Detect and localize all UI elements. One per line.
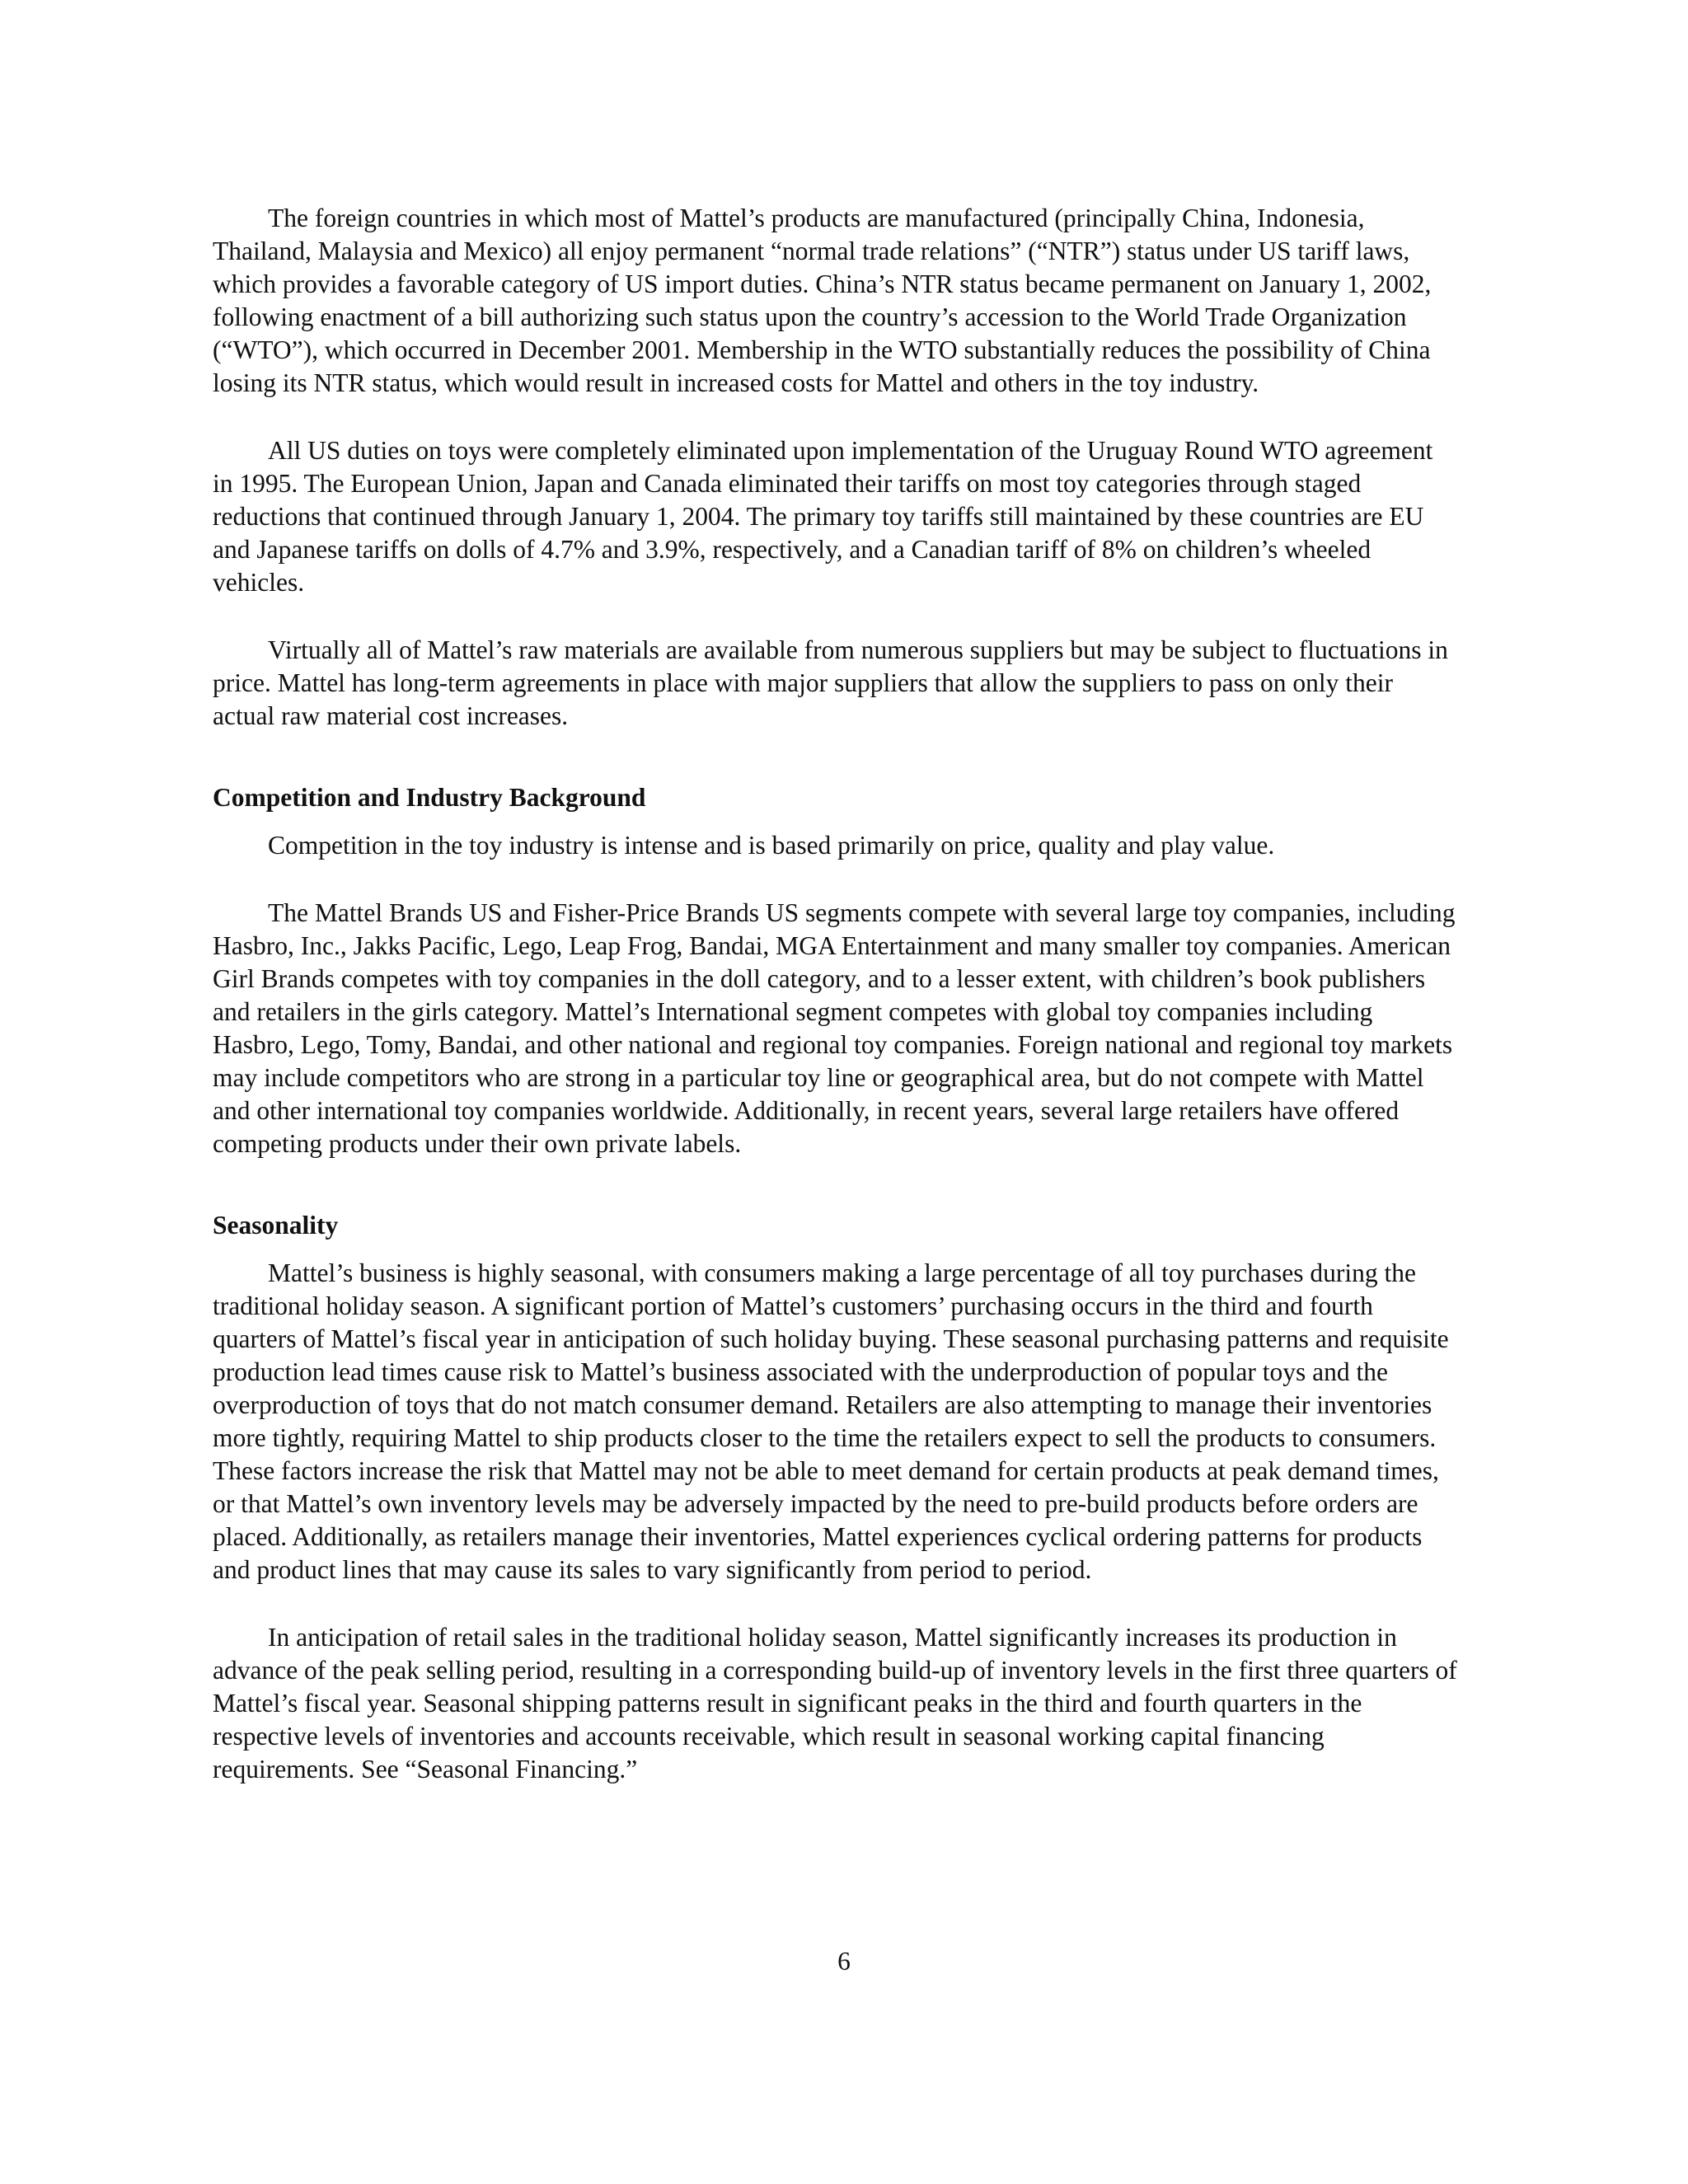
paragraph-seasonal-business: Mattel’s business is highly seasonal, with consumers making a large percentage of all toy purchases during the traditional holiday season. A significant portion of Mattel’s customers’ purchasing occurs in the third and fourth quarters of Mattel’s fiscal year in anticipation of such holiday buying. These seasonal purchasing patterns and requisite production lead times cause risk to Mattel’s business associated with the underproduction of popular toys and the overproduction of toys that do not match consumer demand. Retailers are also attempting to manage their inventories more tightly, requiring Mattel to ship products closer to the time the retailers expect to sell the products to consumers. These factors increase the risk that Mattel may not be able to meet demand for certain products at peak demand times, or that Mattel’s own inventory levels may be adversely impacted by the need to pre-build products before orders are placed. Additionally, as retailers manage their inventories, Mattel experiences cyclical ordering patterns for products and product lines that may cause its sales to vary significantly from period to period.: [213, 1258, 1449, 1584]
paragraph-competitors: The Mattel Brands US and Fisher-Price Brands US segments compete with several large toy companies, including Hasbro, Inc., Jakks Pacific, Lego, Leap Frog, Bandai, MGA Entertainment and many smaller toy companies. American Girl Brands competes with toy companies in the doll category, and to a lesser extent, with children’s book publishers and retailers in the girls category. Mattel’s International segment competes with global toy companies including Hasbro, Lego, Tomy, Bandai, and other national and regional toy companies. Foreign national and regional toy markets may include competitors who are strong in a particular toy line or geographical area, but do not compete with Mattel and other international toy companies worldwide. Additionally, in recent years, several large retailers have offered competing products under their own private labels.: [213, 898, 1456, 1158]
document-body: [213, 202, 1457, 1786]
page-number: 6: [837, 1947, 851, 1975]
paragraph-seasonal-production: In anticipation of retail sales in the traditional holiday season, Mattel significantly increases its production in advance of the peak selling period, resulting in a corresponding build-up of inventory levels in the first three quarters of Mattel’s fiscal year. Seasonal shipping patterns result in significant peaks in the third and fourth quarters in the respective levels of inventories and accounts receivable, which result in seasonal working capital financing requirements. See “Seasonal Financing.”: [213, 1623, 1457, 1783]
section-heading-seasonality: Seasonality: [213, 1211, 339, 1240]
paragraph-ntr-status: The foreign countries in which most of Mattel’s products are manufactured (principally China, Indonesia, Thailand, Malaysia and Mexico) all enjoy permanent “normal trade relations” (“NTR”) status under US tariff laws, which provides a favorable category of US import duties. China’s NTR status became permanent on January 1, 2002, following enactment of a bill authorizing such status upon the country’s accession to the World Trade Organization (“WTO”), which occurred in December 2001. Membership in the WTO substantially reduces the possibility of China losing its NTR status, which would result in increased costs for Mattel and others in the toy industry.: [213, 204, 1432, 397]
paragraph-raw-materials: Virtually all of Mattel’s raw materials are available from numerous suppliers but may be subject to fluctuations in price. Mattel has long-term agreements in place with major suppliers that allow the suppliers to pass on only their actual raw material cost increases.: [213, 635, 1448, 730]
paragraph-us-duties: All US duties on toys were completely eliminated upon implementation of the Uruguay Round WTO agreement in 1995. The European Union, Japan and Canada eliminated their tariffs on most toy categories through staged reductions that continued through January 1, 2004. The primary toy tariffs still maintained by these countries are EU and Japanese tariffs on dolls of 4.7% and 3.9%, respectively, and a Canadian tariff of 8% on children’s wheeled vehicles.: [213, 436, 1433, 597]
paragraph-competition-intro: Competition in the toy industry is intense and is based primarily on price, quality and play value.: [268, 831, 1275, 860]
section-heading-competition: Competition and Industry Background: [213, 783, 646, 812]
